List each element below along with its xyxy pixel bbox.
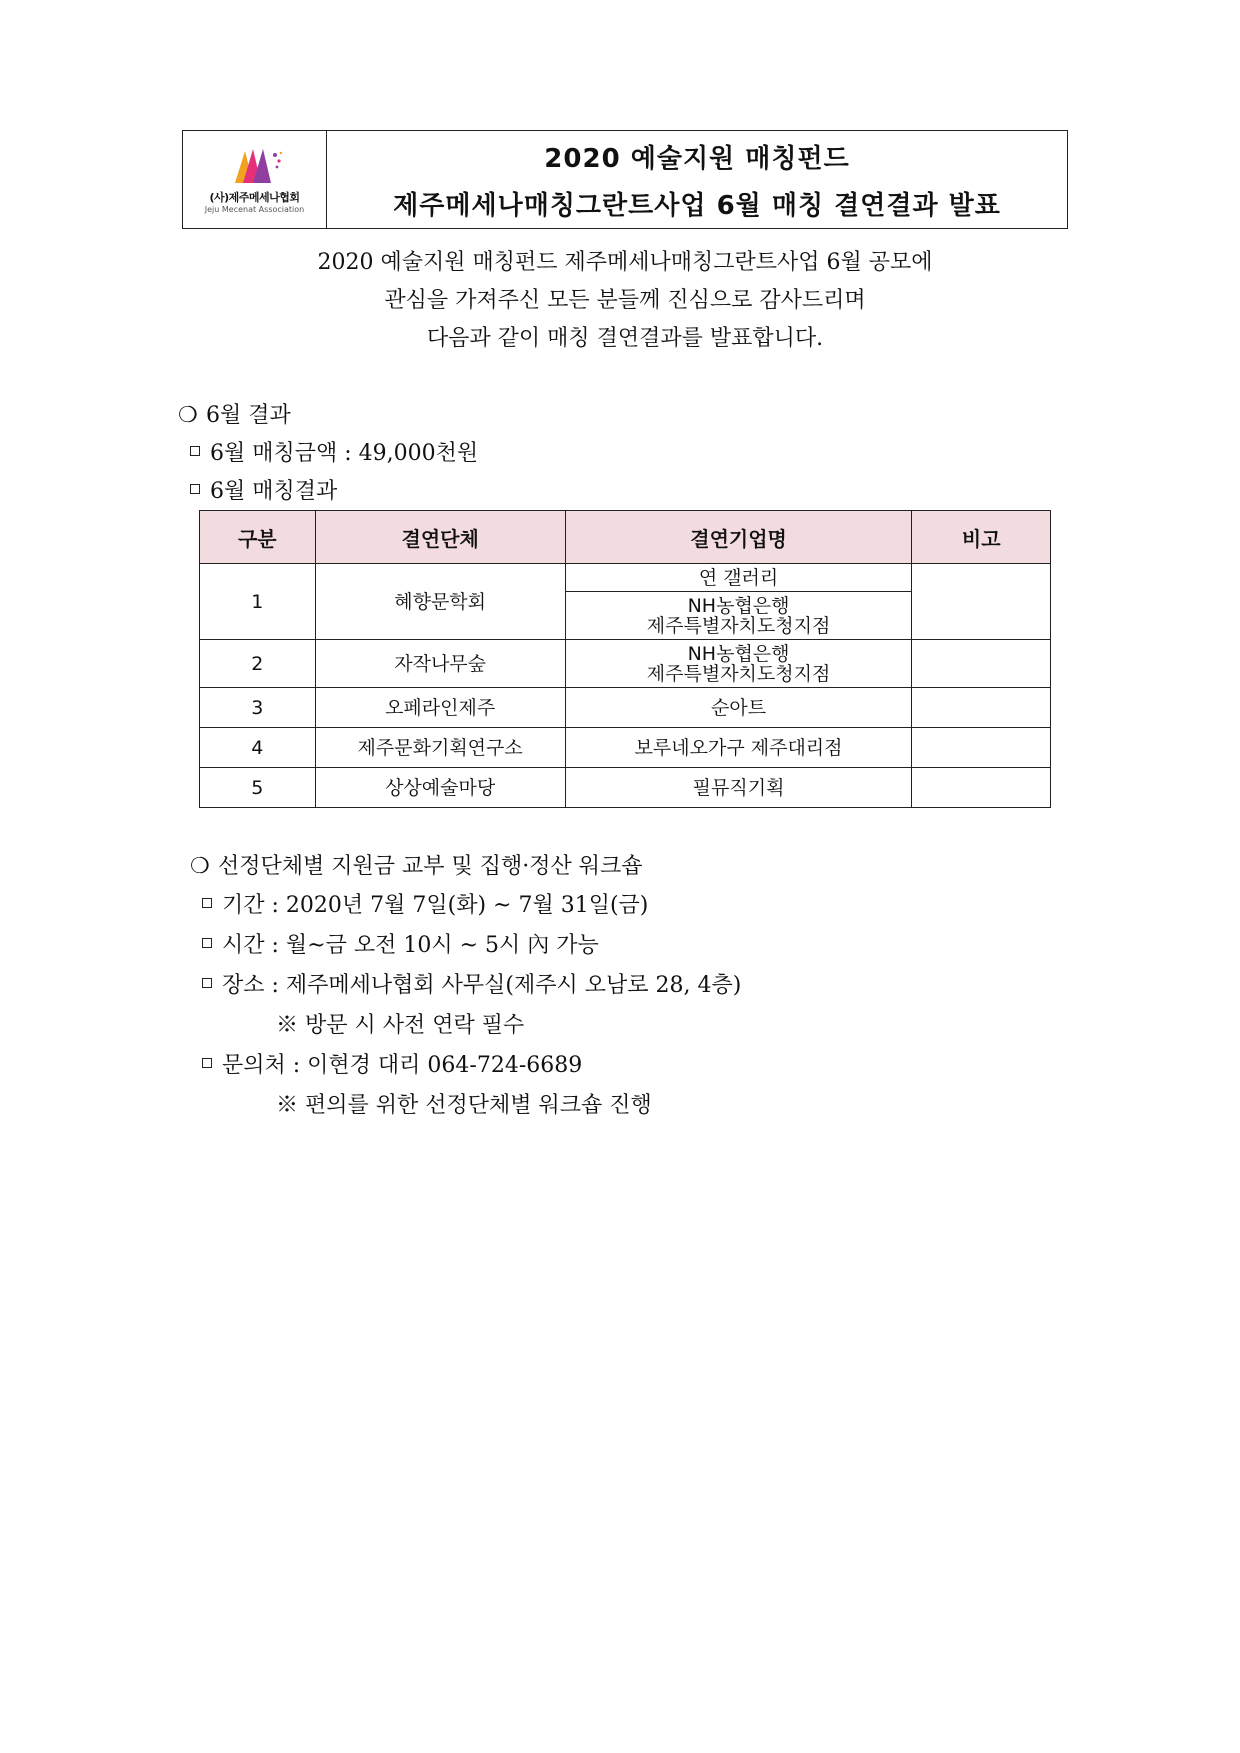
section1-heading-text: 6월 결과 bbox=[206, 403, 291, 428]
square-bullet-icon bbox=[202, 938, 212, 948]
cell-no: 4 bbox=[200, 728, 316, 768]
cell-org: 오페라인제주 bbox=[315, 688, 565, 728]
cell-note bbox=[912, 768, 1051, 808]
section2-heading-text: 선정단체별 지원금 교부 및 집행·정산 워크숍 bbox=[218, 854, 643, 879]
cell-corp-line: NH농협은행 bbox=[687, 642, 790, 665]
table-header-row bbox=[200, 511, 1051, 564]
cell-corp: 순아트 bbox=[565, 688, 912, 728]
circle-bullet-icon: ❍ bbox=[190, 854, 210, 879]
matching-amount-text: 6월 매칭금액 : 49,000천원 bbox=[210, 441, 479, 466]
cell-no: 3 bbox=[200, 688, 316, 728]
cell-corp: 연 갤러리 bbox=[565, 564, 912, 592]
section1-heading bbox=[178, 398, 291, 429]
col-header-no: 구분 bbox=[200, 511, 316, 564]
workshop-place-text: 장소 : 제주메세나협회 사무실(제주시 오남로 28, 4층) bbox=[222, 973, 742, 998]
intro-paragraph bbox=[182, 244, 1068, 358]
logo-korean-name: (사)제주메세나협회 bbox=[209, 191, 300, 204]
cell-org: 제주문화기획연구소 bbox=[315, 728, 565, 768]
workshop-contact bbox=[202, 1048, 582, 1079]
intro-line: 관심을 가져주신 모든 분들께 진심으로 감사드리며 bbox=[384, 288, 866, 313]
col-header-note: 비고 bbox=[912, 511, 1051, 564]
cell-no: 1 bbox=[200, 564, 316, 640]
cell-org: 자작나무숲 bbox=[315, 640, 565, 688]
intro-line: 2020 예술지원 매칭펀드 제주메세나매칭그란트사업 6월 공모에 bbox=[317, 250, 933, 275]
cell-note bbox=[912, 640, 1051, 688]
cell-corp bbox=[565, 640, 912, 688]
workshop-time bbox=[202, 928, 599, 959]
workshop-period bbox=[202, 888, 648, 919]
square-bullet-icon bbox=[190, 484, 200, 494]
title-block bbox=[327, 131, 1067, 228]
cell-note bbox=[912, 688, 1051, 728]
cell-corp: 보루네오가구 제주대리점 bbox=[565, 728, 912, 768]
workshop-period-text: 기간 : 2020년 7월 7일(화) ~ 7월 31일(금) bbox=[222, 893, 649, 918]
cell-org: 상상예술마당 bbox=[315, 768, 565, 808]
matching-amount bbox=[190, 436, 478, 467]
table-row bbox=[200, 564, 1051, 592]
cell-corp bbox=[565, 592, 912, 640]
cell-no: 5 bbox=[200, 768, 316, 808]
matching-result-label-text: 6월 매칭결과 bbox=[210, 479, 338, 504]
workshop-contact-note: ※ 편의를 위한 선정단체별 워크숍 진행 bbox=[276, 1093, 652, 1118]
cell-corp-line: 제주특별자치도청지점 bbox=[646, 614, 831, 637]
page-title-line2: 제주메세나매칭그란트사업 6월 매칭 결연결과 발표 bbox=[393, 190, 1001, 221]
section2-heading bbox=[190, 849, 643, 880]
square-bullet-icon bbox=[202, 978, 212, 988]
cell-no: 2 bbox=[200, 640, 316, 688]
page-title-line1: 2020 예술지원 매칭펀드 bbox=[544, 143, 850, 174]
col-header-org: 결연단체 bbox=[315, 511, 565, 564]
intro-line: 다음과 같이 매칭 결연결과를 발표합니다. bbox=[426, 326, 824, 351]
matching-result-label bbox=[190, 474, 337, 505]
cell-corp: 필뮤직기획 bbox=[565, 768, 912, 808]
logo-english-name: Jeju Mecenat Association bbox=[204, 205, 305, 214]
workshop-place-note: ※ 방문 시 사전 연락 필수 bbox=[276, 1013, 525, 1038]
workshop-time-text: 시간 : 월~금 오전 10시 ~ 5시 內 가능 bbox=[222, 933, 599, 958]
cell-note bbox=[912, 728, 1051, 768]
workshop-contact-text: 문의처 : 이현경 대리 064-724-6689 bbox=[222, 1053, 583, 1078]
cell-corp-line: 제주특별자치도청지점 bbox=[646, 662, 831, 685]
header-box bbox=[182, 130, 1068, 229]
square-bullet-icon bbox=[202, 898, 212, 908]
table-row bbox=[200, 640, 1051, 688]
mecenat-logo-icon bbox=[225, 145, 285, 185]
table-row bbox=[200, 728, 1051, 768]
col-header-corp: 결연기업명 bbox=[565, 511, 912, 564]
square-bullet-icon bbox=[190, 446, 200, 456]
table-row bbox=[200, 768, 1051, 808]
logo bbox=[183, 131, 327, 228]
cell-org: 혜향문학회 bbox=[315, 564, 565, 640]
matching-result-table bbox=[199, 510, 1051, 808]
square-bullet-icon bbox=[202, 1058, 212, 1068]
cell-note bbox=[912, 564, 1051, 640]
cell-corp-line: NH농협은행 bbox=[687, 594, 790, 617]
table-row bbox=[200, 688, 1051, 728]
circle-bullet-icon: ❍ bbox=[178, 403, 198, 428]
workshop-place bbox=[202, 968, 741, 999]
